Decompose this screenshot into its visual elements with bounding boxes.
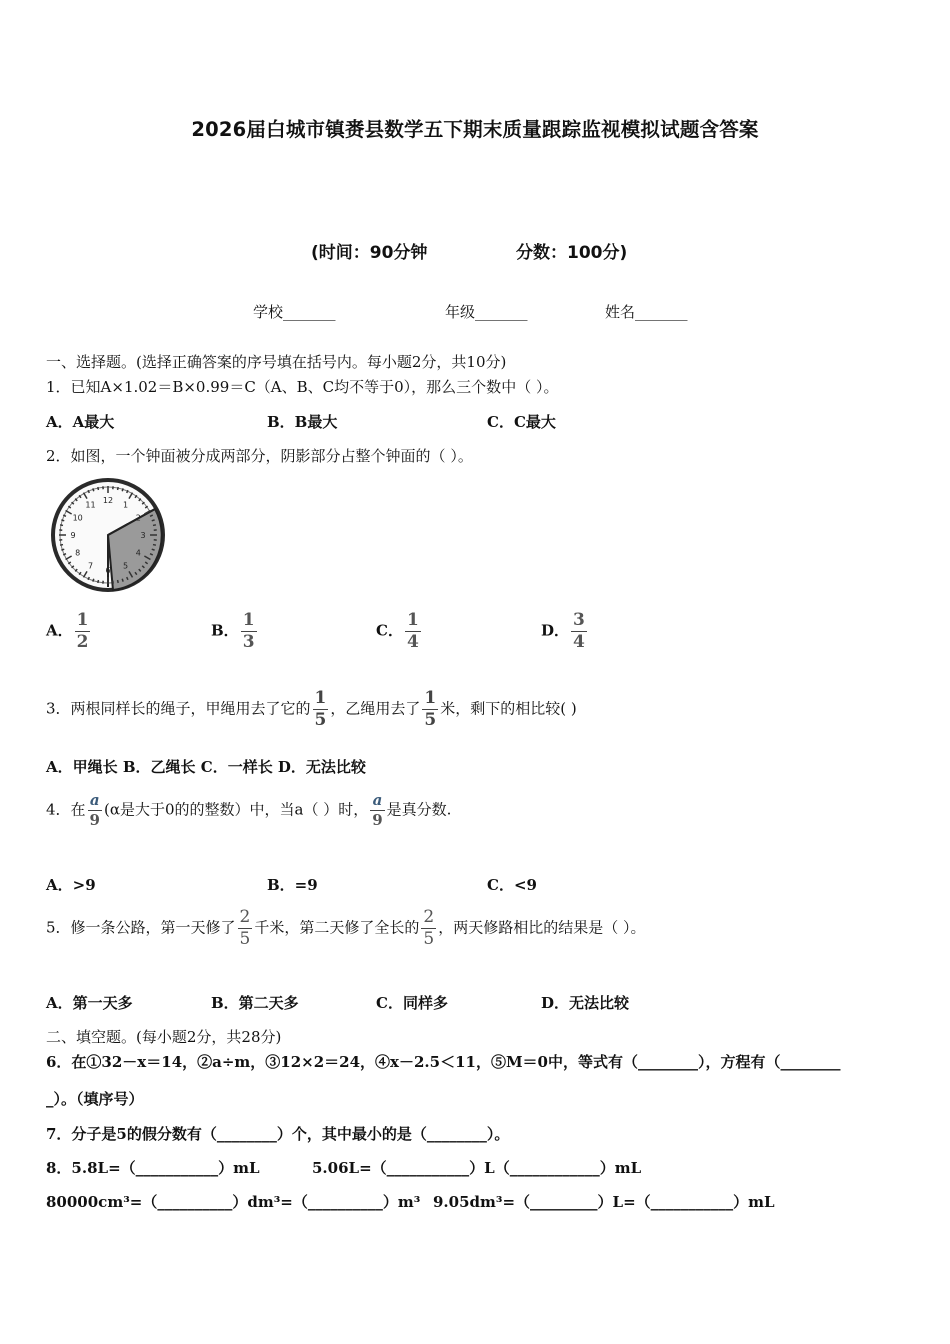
q5-option-b: B．第二天多 — [211, 994, 299, 1012]
clock-number: 2 — [135, 513, 141, 523]
question-7: 7．分子是5的假分数有（________）个，其中最小的是（________）。 — [46, 1125, 510, 1143]
fraction: $\frac{a}{9}$ — [372, 791, 383, 829]
q4-option-a: A．>9 — [46, 876, 96, 894]
question-8-part-b: 5.06L=（___________）L（____________）mL — [312, 1159, 642, 1177]
q2-option-c: C． $\frac{1}{4}$ — [376, 610, 419, 652]
question-8-part-a: 8．5.8L=（___________）mL — [46, 1159, 260, 1177]
clock-tick — [122, 488, 123, 491]
question-8-part-d: 9.05dm³=（_________）L=（___________）mL — [433, 1193, 775, 1211]
fraction: $\frac{1}{5}$ — [424, 688, 437, 730]
fraction: $\frac{1}{5}$ — [314, 688, 327, 730]
clock-number: 5 — [122, 561, 129, 571]
clock-tick — [61, 549, 64, 550]
clock-tick — [122, 579, 123, 582]
clock-figure — [48, 477, 168, 595]
clock-number: 9 — [70, 531, 76, 540]
clock-tick — [98, 580, 99, 583]
clock-number: 10 — [72, 513, 83, 523]
fraction: $\frac{1}{4}$ — [406, 610, 419, 652]
clock-tick — [60, 525, 63, 526]
section-2-heading: 二、填空题。(每小题2分，共28分) — [46, 1028, 282, 1046]
clock-tick — [61, 520, 64, 521]
question-8-part-c: 80000cm³=（__________）dm³=（__________）m³ — [46, 1193, 421, 1211]
question-6: 6．在①32－x＝14，②a÷m，③12×2＝24，④x－2.5＜11，⑤M＝0中，等式有（________），方程有（________ — [46, 1053, 841, 1071]
clock-tick — [152, 520, 155, 521]
clock-number: 12 — [102, 496, 114, 505]
question-4: 4．在 $\frac{a}{9}$ (α是大于0的的整数）中，当a（ ）时， $\frac{a}{9}$ 是真分数. — [46, 791, 452, 829]
clock-number: 11 — [85, 500, 96, 510]
exam-score: 分数：100分) — [516, 243, 628, 263]
grade-field: 年级_______ — [445, 303, 528, 321]
exam-time: (时间：90分钟 — [311, 243, 428, 263]
q5-option-a: A．第一天多 — [46, 994, 133, 1012]
q3-options: A．甲绳长 B．乙绳长 C．一样长 D．无法比较 — [46, 758, 366, 776]
q1-option-a: A．A最大 — [46, 413, 115, 431]
fraction: $\frac{3}{4}$ — [573, 610, 585, 652]
q5-option-d: D．无法比较 — [541, 994, 630, 1012]
clock-tick — [118, 580, 119, 583]
q2-option-d: D． $\frac{3}{4}$ — [541, 610, 585, 652]
clock-number: 3 — [140, 531, 146, 540]
q1-option-b: B．B最大 — [267, 413, 338, 431]
clock-tick — [98, 487, 99, 490]
question-6-cont: _）。（填序号） — [46, 1090, 144, 1108]
fraction: $\frac{2}{5}$ — [239, 907, 251, 949]
clock-tick — [118, 487, 119, 490]
q2-option-b: B． $\frac{1}{3}$ — [211, 610, 255, 652]
q1-option-c: C．C最大 — [487, 413, 556, 431]
q2-option-a: A． $\frac{1}{2}$ — [46, 610, 89, 652]
question-1: 1．已知A×1.02＝B×0.99＝C（A、B、C均不等于0），那么三个数中（ ）。 — [46, 378, 559, 396]
q4-option-b: B．=9 — [267, 876, 318, 894]
clock-tick — [93, 579, 94, 582]
clock-tick — [152, 549, 155, 550]
fraction: $\frac{a}{9}$ — [89, 791, 100, 829]
clock-number: 6 — [105, 566, 111, 575]
fraction: $\frac{1}{2}$ — [76, 610, 89, 652]
question-5: 5．修一条公路，第一天修了 $\frac{2}{5}$ 千米，第二天修了全长的 $\frac{2}{5}$ ，两天修路相比的结果是（ ）。 — [46, 907, 646, 949]
name-field: 姓名_______ — [605, 303, 688, 321]
school-field: 学校_______ — [253, 303, 336, 321]
section-1-heading: 一、选择题。(选择正确答案的序号填在括号内。每小题2分，共10分) — [46, 353, 507, 371]
q5-option-c: C．同样多 — [376, 994, 448, 1012]
question-2: 2．如图，一个钟面被分成两部分，阴影部分占整个钟面的（ ）。 — [46, 447, 473, 465]
clock-tick — [93, 488, 94, 491]
q4-option-c: C．<9 — [487, 876, 537, 894]
fraction: $\frac{2}{5}$ — [423, 907, 435, 949]
page-title: 2026届白城市镇赉县数学五下期末质量跟踪监视模拟试题含答案 — [191, 118, 759, 141]
clock-number: 7 — [87, 561, 94, 571]
clock-tick — [153, 525, 156, 526]
clock-number: 1 — [122, 500, 129, 510]
fraction: $\frac{1}{3}$ — [242, 610, 255, 652]
clock-number: 4 — [135, 548, 141, 558]
clock-tick — [153, 545, 156, 546]
question-3: 3．两根同样长的绳子，甲绳用去了它的 $\frac{1}{5}$ ，乙绳用去了 $\frac{1}{5}$ 米，剩下的相比较( ) — [46, 688, 577, 730]
clock-tick — [60, 545, 63, 546]
clock-number: 8 — [75, 548, 81, 558]
